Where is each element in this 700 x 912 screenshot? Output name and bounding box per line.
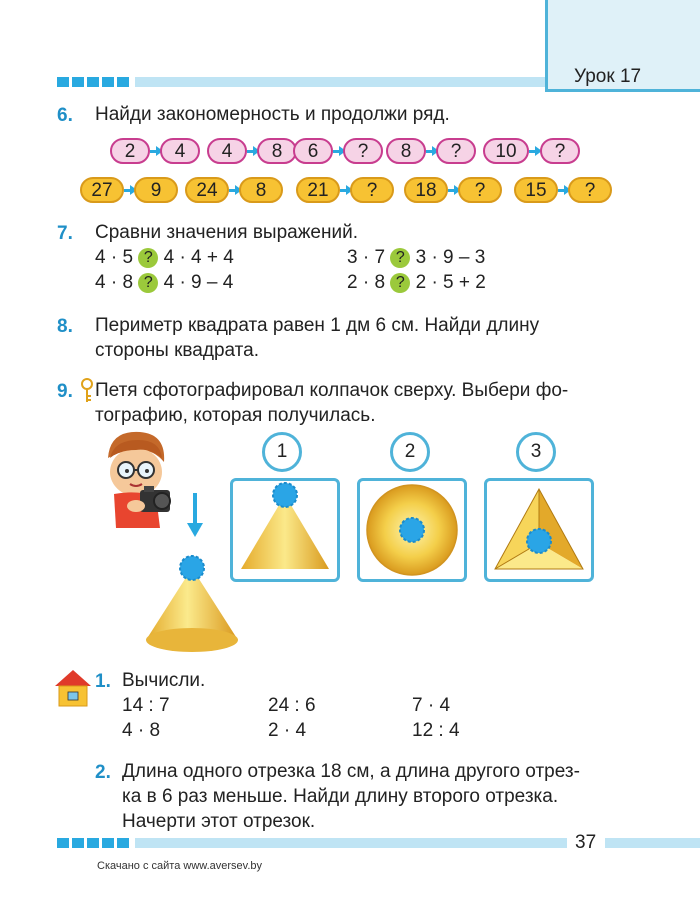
option-number-2: 2	[390, 432, 430, 472]
task8-line1: Периметр квадрата равен 1 дм 6 см. Найди длину	[95, 315, 540, 336]
bottom-stripe	[57, 838, 567, 848]
home2-line3: Начерти этот отрезок.	[122, 811, 316, 832]
pyramid-top-view-image	[487, 481, 591, 579]
sequence-row-2	[0, 177, 700, 207]
option-number-3: 3	[516, 432, 556, 472]
task9-line1: Петя сфотографировал колпачок сверху. Выбери фо-	[95, 380, 569, 401]
compare-expression: 2 · 8 ? 2 · 5 + 2	[347, 272, 486, 293]
calc-expression: 12 : 4	[412, 720, 460, 741]
key-icon	[80, 378, 94, 404]
lesson-title: Урок 17	[574, 66, 642, 87]
source-link[interactable]: Скачано с сайта www.aversev.by	[97, 860, 263, 872]
calc-expression: 2 · 4	[268, 720, 307, 741]
calc-expression: 24 : 6	[268, 695, 316, 716]
seq1-item: 4	[160, 138, 200, 164]
task8-number: 8.	[57, 316, 73, 337]
circle-top-view-image	[360, 481, 464, 579]
compare-expression: 4 · 8 ? 4 · 9 – 4	[95, 272, 234, 293]
task6-number: 6.	[57, 105, 73, 126]
house-homework-icon	[53, 668, 93, 708]
home2-line2: ка в 6 раз меньше. Найди длину второго отрезка.	[122, 786, 559, 807]
page-number: 37	[575, 832, 597, 853]
seq1-item: ?	[436, 138, 476, 164]
seq2-item: 18	[404, 177, 448, 203]
seq1-item: 2	[110, 138, 150, 164]
seq1-item: 6	[293, 138, 333, 164]
question-mark-icon: ?	[390, 273, 410, 293]
question-mark-icon: ?	[138, 248, 158, 268]
home2-line1: Длина одного отрезка 18 см, а длина другого отрез-	[122, 761, 580, 782]
seq2-item: ?	[350, 177, 394, 203]
seq1-item: 8	[257, 138, 297, 164]
seq2-item: 24	[185, 177, 229, 203]
seq1-item: 10	[483, 138, 529, 164]
seq2-item: 15	[514, 177, 558, 203]
seq1-item: ?	[540, 138, 580, 164]
boy-photographer-icon	[100, 428, 185, 538]
compare-expression: 4 · 5 ? 4 · 4 + 4	[95, 247, 234, 268]
seq2-item: 9	[134, 177, 178, 203]
question-mark-icon: ?	[390, 248, 410, 268]
seq2-item: 27	[80, 177, 124, 203]
triangle-side-view-image	[233, 481, 337, 579]
seq2-item: ?	[568, 177, 612, 203]
calc-expression: 14 : 7	[122, 695, 170, 716]
compare-expression: 3 · 7 ? 3 · 9 – 3	[347, 247, 486, 268]
seq2-item: 8	[239, 177, 283, 203]
question-mark-icon: ?	[138, 273, 158, 293]
photo-option-3[interactable]	[484, 478, 594, 582]
calc-expression: 7 · 4	[412, 695, 451, 716]
seq2-item: 21	[296, 177, 340, 203]
top-stripe	[57, 77, 545, 87]
option-number-1: 1	[262, 432, 302, 472]
seq1-item: ?	[343, 138, 383, 164]
task6-text: Найди закономерность и продолжи ряд.	[95, 104, 450, 125]
task9-line2: тографию, которая получилась.	[95, 405, 376, 426]
photo-option-1[interactable]	[230, 478, 340, 582]
home2-number: 2.	[95, 762, 111, 783]
task8-line2: стороны квадрата.	[95, 340, 260, 361]
photo-option-2[interactable]	[357, 478, 467, 582]
task7-text: Сравни значения выражений.	[95, 222, 358, 243]
task7-number: 7.	[57, 223, 73, 244]
down-arrow-icon	[187, 493, 203, 539]
calc-expression: 4 · 8	[122, 720, 161, 741]
sequence-row-1	[0, 138, 700, 168]
seq1-item: 4	[207, 138, 247, 164]
home1-text: Вычисли.	[122, 670, 206, 691]
home1-number: 1.	[95, 671, 111, 692]
seq2-item: ?	[458, 177, 502, 203]
seq1-item: 8	[386, 138, 426, 164]
bottom-stripe-right	[605, 838, 700, 848]
task9-number: 9.	[57, 381, 73, 402]
